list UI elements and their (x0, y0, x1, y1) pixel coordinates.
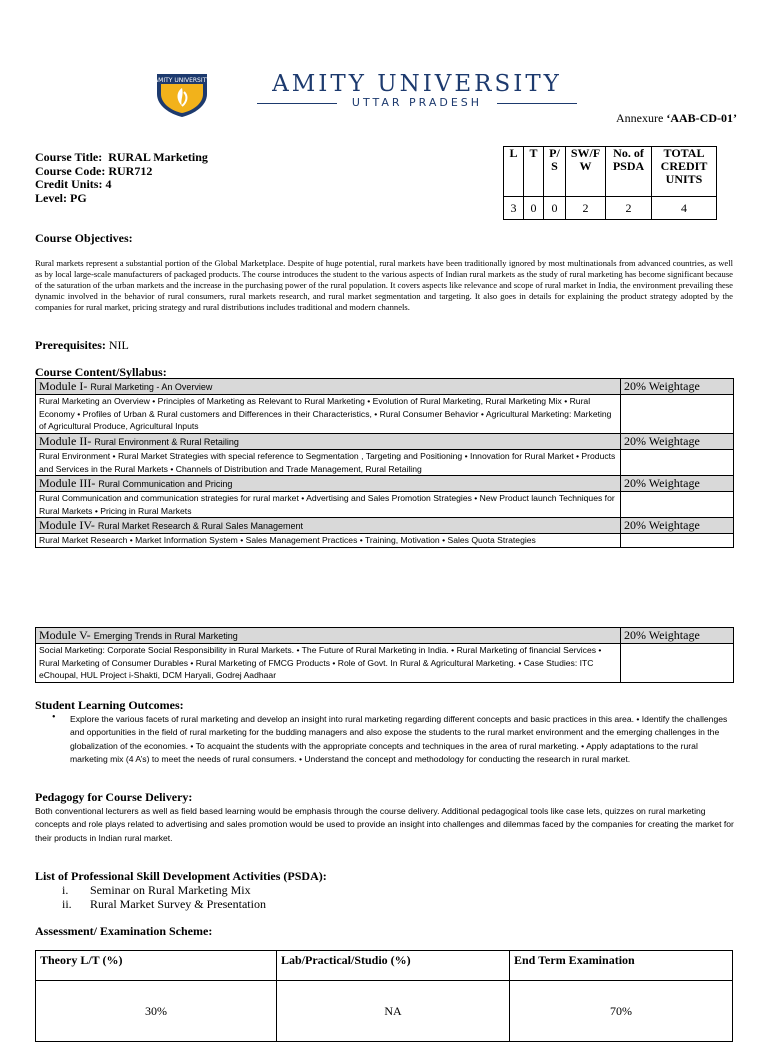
syllabus-heading: Course Content/Syllabus: (35, 365, 167, 379)
module-content-row (36, 534, 734, 548)
module-weightage: 20% Weightage (621, 434, 734, 450)
module-content: Social Marketing: Corporate Social Responsibility in Rural Markets. • The Future of Rural Marketing in India. • Rural Marketing of financial Services • Rural Marketing of Consumer Durables • Rural Marketing of FMCG Products • Role of Govt. In Rural & Agricultural Marketing. • Case Studies: ITC eChoupal, HUL Project i-Shakti, DCM Haryali, Godrej Aadhaar (36, 644, 621, 683)
list-item (62, 883, 266, 897)
pedagogy-heading: Pedagogy for Course Delivery: (35, 790, 193, 804)
campus-name: UTTAR PRADESH (351, 96, 483, 109)
module-title-cell (36, 434, 621, 450)
module-title: Emerging Trends in Rural Marketing (93, 631, 238, 641)
assessment-header-cell: End Term Examination (510, 951, 733, 981)
module-label: Module IV- (39, 518, 95, 532)
course-title-row (35, 151, 208, 165)
module-header (36, 434, 734, 450)
syllabus-table (35, 378, 734, 548)
module-content: Rural Communication and communication strategies for rural market • Advertising and Sales Promotion Strategies • New Product launch Techniques for Rural Markets • Pricing in Rural Markets (36, 492, 621, 518)
assessment-header-cell: Theory L/T (%) (36, 951, 277, 981)
course-title: RURAL Marketing (108, 150, 208, 164)
credit-table-values (504, 197, 717, 220)
credit-table (503, 146, 717, 220)
logo-text: AMITY UNIVERSITY (154, 77, 210, 84)
module-title-cell (36, 518, 621, 534)
credit-header-cell: No. of PSDA (606, 147, 652, 197)
list-item-text: Seminar on Rural Marketing Mix (90, 883, 251, 897)
module-weightage: 20% Weightage (621, 476, 734, 492)
credit-value-cell: 2 (606, 197, 652, 220)
assessment-header-cell: Lab/Practical/Studio (%) (277, 951, 510, 981)
credit-value-cell: 4 (652, 197, 717, 220)
credit-value-cell: 2 (566, 197, 606, 220)
syllabus-table-continued (35, 627, 734, 683)
prerequisites-label: Prerequisites: (35, 338, 106, 352)
list-item (62, 897, 266, 911)
module-content-row (36, 492, 734, 518)
credit-header-cell: P/ S (544, 147, 566, 197)
module-content: Rural Market Research • Market Information System • Sales Management Practices • Training, Motivation • Sales Quota Strategies (36, 534, 621, 548)
course-code: RUR712 (108, 163, 153, 178)
credit-header-cell: L (504, 147, 524, 197)
module-content: Rural Marketing an Overview • Principles of Marketing as Relevant to Rural Marketing • Evolution of Rural Marketing, Rural Marketing Mix • Rural Economy • Profiles of Urban & Rural customers and Differences in their Characteristics, • Rural Consumer Behavior • Agricultural Marketing: Marketing of Agricultural Produce, Agricultural Inputs (36, 395, 621, 434)
module-title-cell (36, 379, 621, 395)
module-label: Module III- (39, 476, 96, 490)
level-label: Level: (35, 190, 67, 205)
assessment-header-row (36, 951, 733, 981)
module-content-row (36, 395, 734, 434)
assessment-value-cell: 70% (510, 981, 733, 1042)
module-header (36, 379, 734, 395)
learning-outcomes-text: Explore the various facets of rural marketing and develop an insight into rural marketing regarding different concepts and basic practices in this area. • Identify the challenges and opportunities in the field of rural marketing for the budding managers and also expose the students to the rural market environment and the emerging challenges in the globalization of the economies. • To acquaint the students with the appropriate concepts and techniques in the area of rural marketing. • Apply adaptations to the rural marketing mix (4 A’s) to meet the needs of rural consumers. • Understand the concept and methodology for conducting the research in rural market. (70, 714, 728, 765)
module-label: Module II- (39, 434, 92, 448)
module-title: Rural Marketing - An Overview (90, 382, 213, 392)
course-info (35, 151, 208, 205)
credit-units-label: Credit Units: (35, 177, 103, 191)
module-blank-cell (621, 534, 734, 548)
campus-row (257, 96, 577, 109)
assessment-value-row (36, 981, 733, 1042)
credit-header-cell: SW/F W (566, 147, 606, 197)
module-title: Rural Environment & Rural Retailing (94, 437, 239, 447)
list-item-number: ii. (62, 897, 72, 911)
module-blank-cell (621, 492, 734, 518)
credit-table-header (504, 147, 717, 197)
objectives-text: Rural markets represent a substantial portion of the Global Marketplace. Despite of huge potential, rural markets have been traditionally ignored by most multinationals from advanced countries, as well as by local large-scale manufacturers of packaged products. The course introduces the student to the various aspects of Indian rural markets as the study of rural marketing has become significant because of the saturation of the urban markets and the increase in the purchasing power of the rural population. It covers aspects like relevance and scope of rural market in India, the environment prevailing these dynamic involved in the behavior of rural consumers, rural markets research, and rural market segmentation and targeting. It also goes in details for explaining the product strategy adopted by the companies for rural market, pricing strategy and rural distributions includes traditional and modern channels. (35, 258, 733, 312)
module-label: Module V- (39, 628, 91, 642)
module-header (36, 476, 734, 492)
module-content: Rural Environment • Rural Market Strategies with special reference to Segmentation , Targeting and Positioning • Innovation for Rural Market • Products and Services in the Rural Markets • Channels of Distribution and Trade Management, Rural Retailing (36, 450, 621, 476)
credit-value-cell: 3 (504, 197, 524, 220)
annexure (616, 111, 737, 126)
module-content-row (36, 644, 734, 683)
module-weightage: 20% Weightage (621, 518, 734, 534)
prerequisites (35, 338, 129, 353)
psda-heading: List of Professional Skill Development Activities (PSDA): (35, 869, 327, 883)
module-blank-cell (621, 450, 734, 476)
level: PG (70, 190, 87, 205)
module-title: Rural Market Research & Rural Sales Management (97, 521, 303, 531)
module-content-row (36, 450, 734, 476)
level-row (35, 192, 208, 206)
university-name: AMITY UNIVERSITY (272, 71, 562, 97)
assessment-heading: Assessment/ Examination Scheme: (35, 924, 213, 938)
module-blank-cell (621, 395, 734, 434)
list-item-number: i. (62, 883, 69, 897)
module-header (36, 518, 734, 534)
annexure-code: ‘AAB-CD-01’ (666, 111, 737, 125)
credit-units: 4 (105, 177, 112, 191)
objectives-heading: Course Objectives: (35, 231, 133, 245)
divider-right (497, 103, 577, 104)
course-code-row (35, 165, 208, 179)
psda-list (62, 883, 266, 911)
bullet: • (52, 712, 56, 723)
module-title: Rural Communication and Pricing (98, 479, 233, 489)
module-title-cell (36, 476, 621, 492)
credit-header-cell: TOTAL CREDIT UNITS (652, 147, 717, 197)
prerequisites-value: NIL (108, 338, 129, 352)
list-item-text: Rural Market Survey & Presentation (90, 897, 266, 911)
course-code-label: Course Code: (35, 163, 106, 178)
module-blank-cell (621, 644, 734, 683)
module-label: Module I- (39, 379, 88, 393)
course-title-label: Course Title: (35, 150, 103, 164)
brand-block (257, 70, 577, 109)
credit-units-row (35, 178, 208, 192)
annexure-label: Annexure (616, 111, 664, 125)
divider-left (257, 103, 337, 104)
university-logo (154, 72, 210, 118)
credit-header-cell: T (524, 147, 544, 197)
credit-value-cell: 0 (524, 197, 544, 220)
module-weightage: 20% Weightage (621, 628, 734, 644)
assessment-table (35, 950, 733, 1042)
pedagogy-text: Both conventional lecturers as well as field based learning would be emphasis through the course delivery. Additional pedagogical tools like case lets, quizzes on rural marketing concepts and role plays related to advertising and sales promotion would be used to provide an insight into challenges and dilemmas faced by the companies for creating the market for their products in Indian rural market. (35, 806, 734, 843)
module-title-cell (36, 628, 621, 644)
module-header (36, 628, 734, 644)
credit-value-cell: 0 (544, 197, 566, 220)
assessment-value-cell: 30% (36, 981, 277, 1042)
module-weightage: 20% Weightage (621, 379, 734, 395)
learning-outcomes-heading: Student Learning Outcomes: (35, 698, 184, 712)
assessment-value-cell: NA (277, 981, 510, 1042)
